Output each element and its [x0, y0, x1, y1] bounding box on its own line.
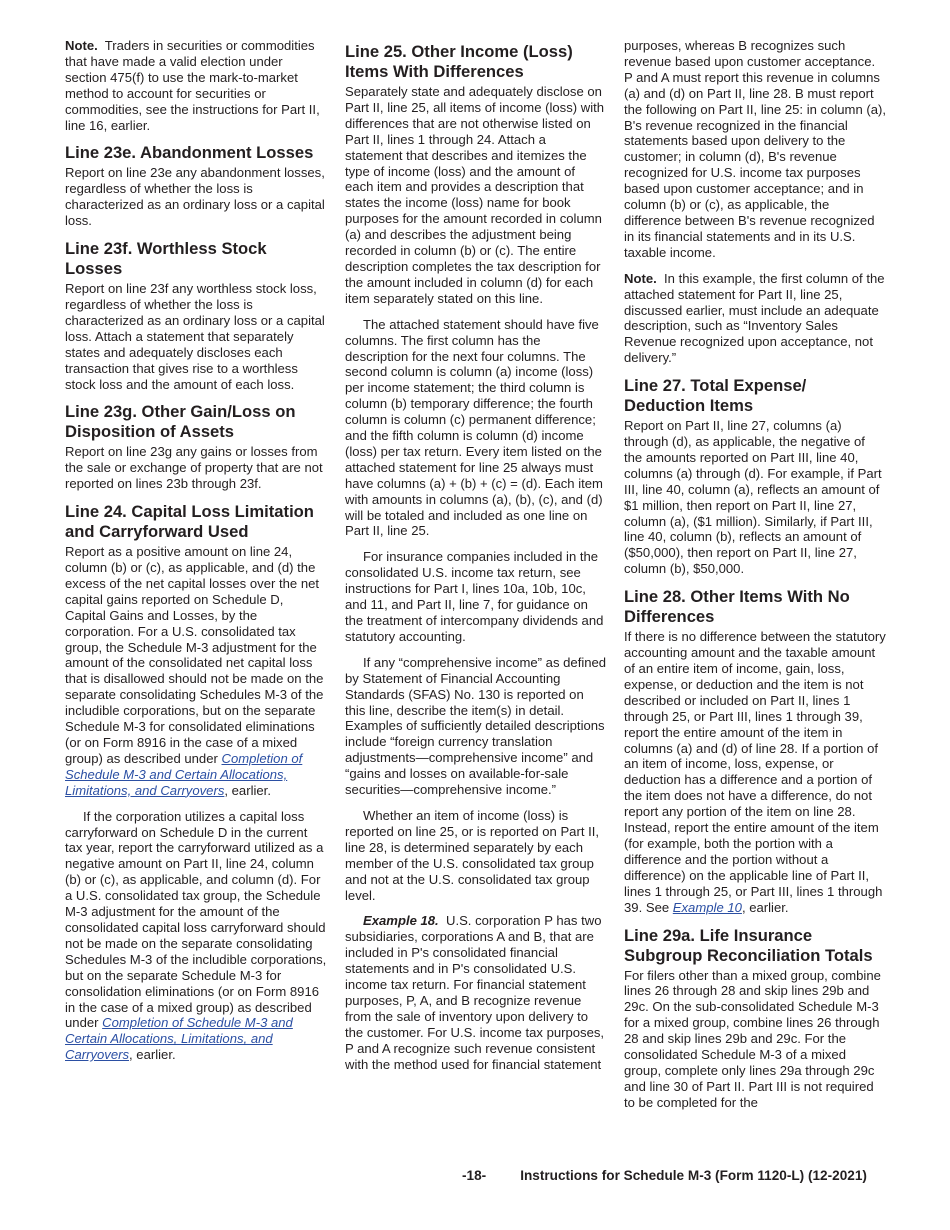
column-right: [624, 38, 886, 1121]
paragraph-line-23e: Report on line 23e any abandonment losses, regardless of whether the loss is characterized as an ordinary loss or a capital loss.: [65, 165, 325, 229]
completion-schedule-link[interactable]: Completion of Schedule M-3 and Certain Allocations, Limitations, and Carryovers: [65, 750, 303, 798]
example-18-paragraph: [345, 913, 607, 1072]
paragraph-line-24-b: [65, 809, 327, 1064]
paragraph-line-25-b: The attached statement should have five columns. The first column has the description for the next four columns. The second column is column (a) income (loss) per income statement; the third column is column (b) temporary difference; the fourth column is column (c) permanent difference; and the fifth column is column (d) income (loss) per tax return. Every item listed on the attached statement for line 25 always must have columns (a) + (b) + (c) = (d). Each item with amounts in columns (a), (b), (c), and (d) will be totaled and included as one line on Part II, line 25.: [345, 316, 603, 539]
paragraph-line-24-b-end: , earlier.: [129, 1047, 176, 1063]
heading-line-25: Line 25. Other Income (Loss) Items With Differences: [345, 42, 573, 81]
paragraph-line-23g: Report on line 23g any gains or losses from the sale or exchange of property that are not reported on lines 23b through 23f.: [65, 444, 323, 492]
paragraph-line-25-a: Separately state and adequately disclose on Part II, line 25, all items of income (loss) with differences that are not otherwise listed on Part II, lines 1 through 24. Attach a statement that describes and itemizes the type of income (loss) and the amount of each item and provides a description that states the income (loss) name for book purposes for the amount recorded in column (a) and describes the adjustment being recorded in column (b) or (c). The entire description completes the tax description for the amount included in column (d) for each item separately stated on this line.: [345, 84, 605, 306]
note-text: In this example, the first column of the attached statement for Part II, line 25, discussed earlier, must include an adequate description, such as “Inventory Sales Revenue recognized upon acceptance, not delivery.”: [624, 270, 885, 366]
paragraph-line-25-c: For insurance companies included in the consolidated U.S. income tax return, see instructions for Part I, lines 10a, 10b, 10c, and 11, and Part II, line 7, for guidance on the treatment of intercompany dividends and statutory accounting.: [345, 549, 604, 644]
heading-line-23g: Line 23g. Other Gain/Loss on Disposition of Assets: [65, 402, 296, 442]
paragraph-line-24-a-end: , earlier.: [224, 782, 271, 798]
paragraph-line-28: [624, 629, 886, 915]
example-18-continued: purposes, whereas B recognizes such revenue based upon customer acceptance. P and A must report this revenue in columns (a) and (d) on Part II, line 28. B must report the following on Part II, line 25: in column (a), B's revenue recognized in the financial statements based upon delivery to the customer; in column (d), B's revenue recognized for U.S. income tax purposes based upon customer acceptance; and in column (b) or (c), as applicable, the difference between B's revenue recognized in its financial statements and in its U.S. taxable income.: [624, 38, 887, 260]
note-label: Note.: [624, 270, 657, 286]
paragraph-line-25-d: If any “comprehensive income” as defined by Statement of Financial Accounting Standards (SFAS) No. 130 is reported on this line, describe the item(s) in detail. Examples of sufficiently detailed descriptions include “foreign currency translation adjustments—comprehensive income” and “gains and losses on available-for-sale securities—comprehensive income.”: [345, 654, 607, 798]
page-footer: [462, 1168, 867, 1183]
paragraph-line-28-text: If there is no difference between the statutory accounting amount and the taxable amount of an entire item of income, gain, loss, expense, or deduction and the item is not described or included on Part II, lines 1 through 25, or Part III, lines 1 through 39, report the entire amount of the item in columns (a) and (d) of line 28. If a portion of an item of income, loss, expense, or deduction has a difference and a portion of the item does not have a difference, do not report any portion of the item on line 28. Instead, report the entire amount of the item (for example, both the portion with a difference and the portion without a difference) on the applicable line of Part II, lines 1 through 25, or Part III, lines 1 through 39. See: [624, 629, 886, 915]
heading-line-28: Line 28. Other Items With No Differences: [624, 587, 850, 627]
paragraph-line-23f: Report on line 23f any worthless stock loss, regardless of whether the loss is characterized as an ordinary loss or a capital loss. Attach a statement that separately states and adequately discloses each transaction that gives rise to a worthless stock loss and the amount of each loss.: [65, 281, 325, 392]
completion-schedule-link[interactable]: Completion of Schedule M-3 and Certain Allocations, Limitations, and Carryovers: [65, 1015, 293, 1063]
paragraph-line-27: Report on Part II, line 27, columns (a) through (d), as applicable, the negative of the amounts reported on Part III, line 40, columns (a) through (d). For example, if Part III, line 40, column (a), reflects an amount of $1 million, then report on Part II, line 27, column (a), ($1 million). Similarly, if Part III, line 40, column (b), reflects an amount of ($50,000), then report on Part II, line 27, column (b), $50,000.: [624, 418, 882, 577]
heading-line-23e: Line 23e. Abandonment Losses: [65, 143, 314, 163]
heading-line-29a: Line 29a. Life Insurance Subgroup Reconciliation Totals: [624, 925, 873, 965]
example-18-label: Example 18.: [363, 913, 439, 929]
page-number: -18-: [462, 1168, 487, 1183]
column-left: [65, 38, 327, 1073]
heading-line-24: Line 24. Capital Loss Limitation and Carryforward Used: [65, 502, 314, 542]
paragraph-line-29a: For filers other than a mixed group, combine lines 26 through 28 and skip lines 29b and 29c. On the sub-consolidated Schedule M-3 for a mixed group, combine lines 26 through 28 and skip lines 29b and 29c. For the consolidated Schedule M-3 of a mixed group, complete only lines 29a through 29c and line 30 of Part II. Part III is not required to be completed for the: [624, 967, 881, 1110]
paragraph-line-24-a-text: Report as a positive amount on line 24, column (b) or (c), as applicable, and (d) the excess of the net capital losses over the net capital gains reported on Schedule D, Capital Gains and Losses, by the corporation. For a U.S. consolidated tax group, the Schedule M-3 adjustment for the amount of the consolidated net capital loss that is disallowed should not be made on the separate consolidating Schedules M-3 of the includible corporations, but on the separate Schedule M-3 for consolidated eliminations (or on Form 8916 in the case of a mixed group) as described under: [65, 544, 324, 766]
footer-title: Instructions for Schedule M-3 (Form 1120-L) (12-2021): [520, 1168, 867, 1183]
example-18-text: U.S. corporation P has two subsidiaries, corporations A and B, that are included in P's consolidated financial statements and in P's consolidated U.S. income tax return. For financial statement purposes, P, A, and B recognize revenue from the sale of inventory upon delivery to the customer. For U.S. income tax purposes, P and A recognize such revenue consistent with the method used for financial statement: [345, 913, 605, 1072]
note-paragraph: [624, 271, 886, 366]
paragraph-line-24-b-text: If the corporation utilizes a capital loss carryforward on Schedule D in the current tax year, report the carryforward utilized as a negative amount on Part II, line 24, column (b) or (c), as applicable, and column (d). For a U.S. consolidated tax group, the Schedule M-3 adjustment for the amount of the consolidated capital loss carryforward should not be made on the separate consolidating Schedules M-3 of the includible corporations, but on the separate Schedule M-3 for consolidation eliminations (or on Form 8916 in the case of a mixed group) as described under: [65, 808, 327, 1031]
paragraph-line-24-a: [65, 544, 327, 799]
note-label: Note.: [65, 38, 98, 53]
column-middle: [345, 38, 607, 1082]
note-text: Traders in securities or commodities that have made a valid election under section 475(f) to use the mark-to-market method to account for securities or commodities, see the instructions for Part II, line 16, earlier.: [65, 38, 320, 133]
heading-line-23f: Line 23f. Worthless Stock Losses: [65, 239, 267, 279]
paragraph-line-28-end: , earlier.: [741, 899, 789, 915]
example-10-link[interactable]: Example 10: [672, 899, 742, 915]
note-paragraph: [65, 38, 327, 133]
paragraph-line-25-e: Whether an item of income (loss) is reported on line 25, or is reported on Part II, line 28, is determined separately by each member of the U.S. consolidated tax group and not at the U.S. consolidated tax group level.: [345, 807, 600, 903]
heading-line-27: Line 27. Total Expense/ Deduction Items: [624, 376, 807, 416]
